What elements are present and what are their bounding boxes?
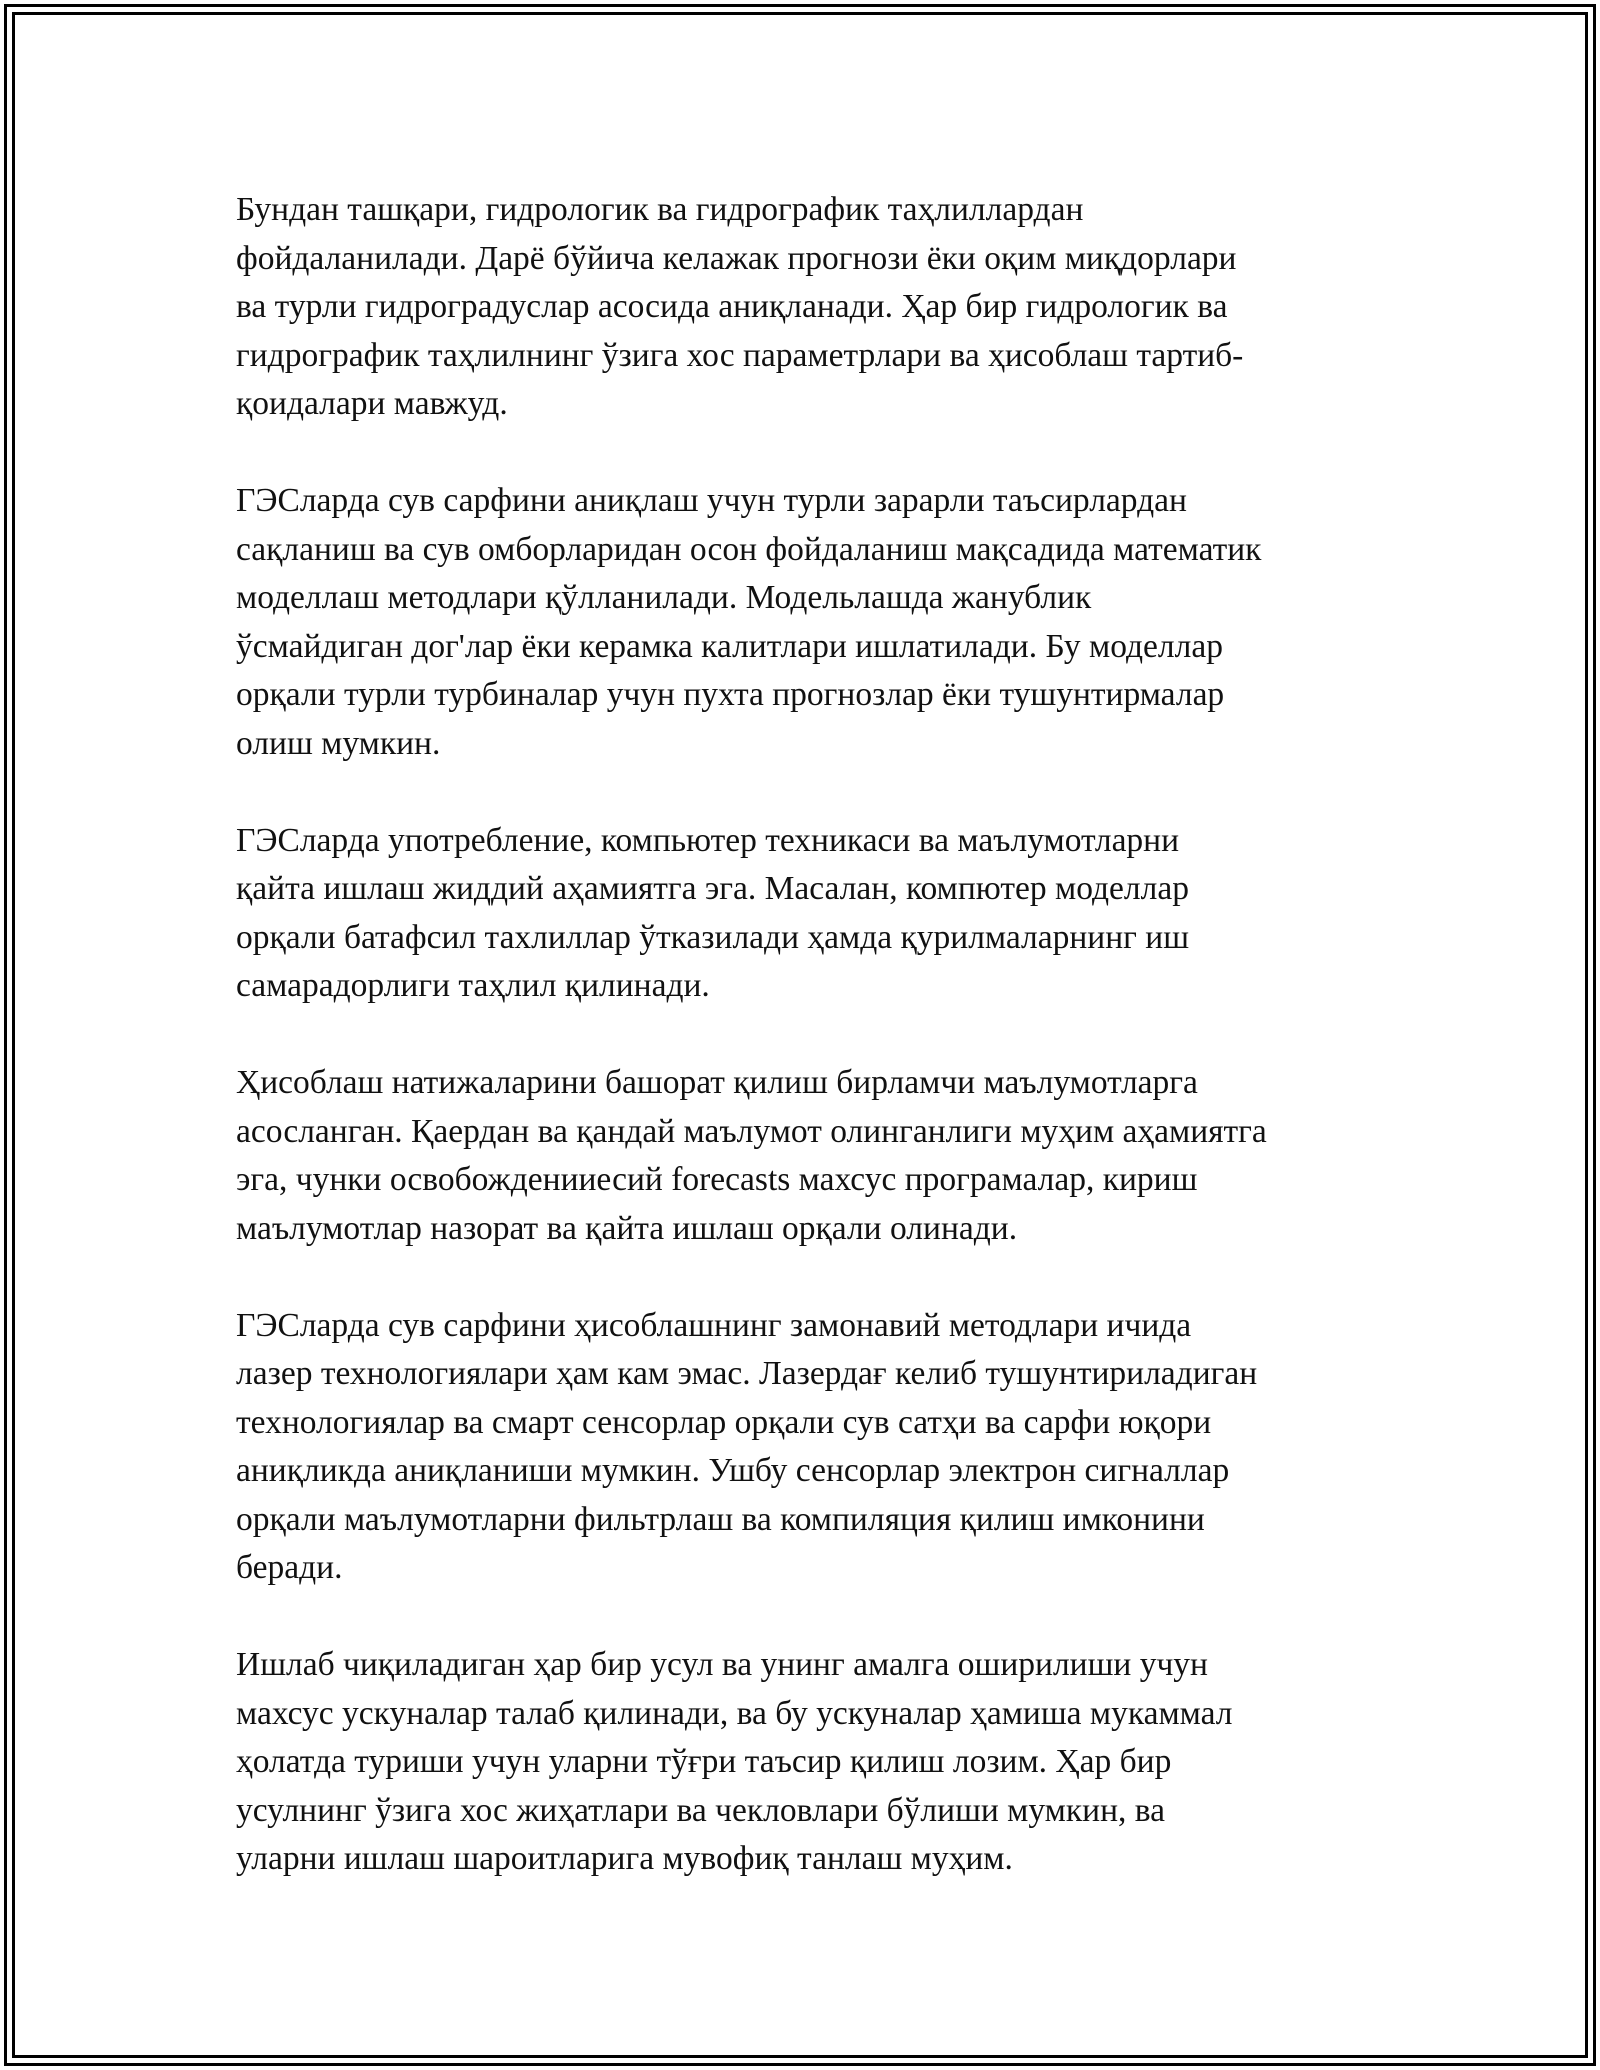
text-line: беради. xyxy=(236,1549,343,1586)
text-line: Ҳисоблаш натижаларини башорат қилиш бирламчи маълумотларга xyxy=(236,1064,1198,1101)
text-line: орқали турли турбиналар учун пухта прогнозлар ёки тушунтирмалар xyxy=(236,676,1225,713)
text-line: уларни ишлаш шароитларига мувофиқ танлаш муҳим. xyxy=(236,1840,1013,1877)
text-line: қоидалари мавжуд. xyxy=(236,385,508,422)
text-line: маълумотлар назорат ва қайта ишлаш орқали олинади. xyxy=(236,1209,1018,1247)
text-line: ГЭСларда употребление, компьютер техникаси ва маълумотларни xyxy=(236,821,1180,859)
paragraph-3 xyxy=(236,817,1376,1011)
paragraph-1 xyxy=(236,186,1376,429)
text-line: ГЭСларда сув сарфини аниқлаш учун турли зарарли таъсирлардан xyxy=(236,482,1187,519)
text-line: ва турли гидроградуслар асосида аниқланади. Ҳар бир гидрологик ва xyxy=(236,288,1228,325)
text-line: ГЭСларда сув сарфини ҳисоблашнинг замонавий методлари ичида xyxy=(236,1306,1192,1344)
text-line: сақланиш ва сув омборларидан осон фойдаланиш мақсадида математик xyxy=(236,530,1262,568)
text-line: аниқликда аниқланиши мумкин. Ушбу сенсорлар электрон сигналлар xyxy=(236,1452,1230,1489)
text-line: қайта ишлаш жиддий аҳамиятга эга. Масалан, компютер моделлар xyxy=(236,870,1189,907)
paragraph-2 xyxy=(236,477,1376,768)
text-line: эга, чунки освобожденииесий forecasts махсус програмалар, кириш xyxy=(236,1161,1198,1198)
text-line: фойдаланилади. Дарё бўйича келажак прогнози ёки оқим миқдорлари xyxy=(236,239,1237,277)
text-line: технологиялар ва смарт сенсорлар орқали сув сатҳи ва сарфи юқори xyxy=(236,1403,1212,1441)
paragraph-4 xyxy=(236,1059,1376,1253)
text-line: ўсмайдиган дог'лар ёки керамка калитлари ишлатилади. Бу моделлар xyxy=(236,627,1223,665)
text-line: махсус ускуналар талаб қилинади, ва бу ускуналар ҳамиша мукаммал xyxy=(236,1694,1233,1732)
text-line: гидрографик таҳлилнинг ўзига хос параметрлари ва ҳисоблаш тартиб- xyxy=(236,336,1244,374)
text-line: орқали маълумотларни фильтрлаш ва компиляция қилиш имконини xyxy=(236,1500,1205,1538)
paragraph-6 xyxy=(236,1641,1376,1884)
text-line: лазер технологиялари ҳам кам эмас. Лазердағ келиб тушунтириладиган xyxy=(236,1355,1258,1392)
text-line: моделлаш методлари қўлланилади. Модельлашда жанублик xyxy=(236,579,1092,616)
text-line: Ишлаб чиқиладиган ҳар бир усул ва унинг амалга оширилиши учун xyxy=(236,1646,1208,1683)
text-line: олиш мумкин. xyxy=(236,724,441,762)
text-line: асосланган. Қаердан ва қандай маълумот олинганлиги муҳим аҳамиятга xyxy=(236,1112,1267,1150)
text-line: самарадорлиги таҳлил қилинади. xyxy=(236,967,710,1004)
text-line: ҳолатда туриши учун уларни тўғри таъсир қилиш лозим. Ҳар бир xyxy=(236,1743,1172,1780)
document-body xyxy=(236,186,1376,1932)
text-line: орқали батафсил тахлиллар ўтказилади ҳамда қурилмаларнинг иш xyxy=(236,918,1189,956)
paragraph-5 xyxy=(236,1302,1376,1593)
text-line: Бундан ташқари, гидрологик ва гидрографик таҳлиллардан xyxy=(236,191,1084,228)
text-line: усулнинг ўзига хос жиҳатлари ва чекловлари бўлиши мумкин, ва xyxy=(236,1791,1166,1829)
